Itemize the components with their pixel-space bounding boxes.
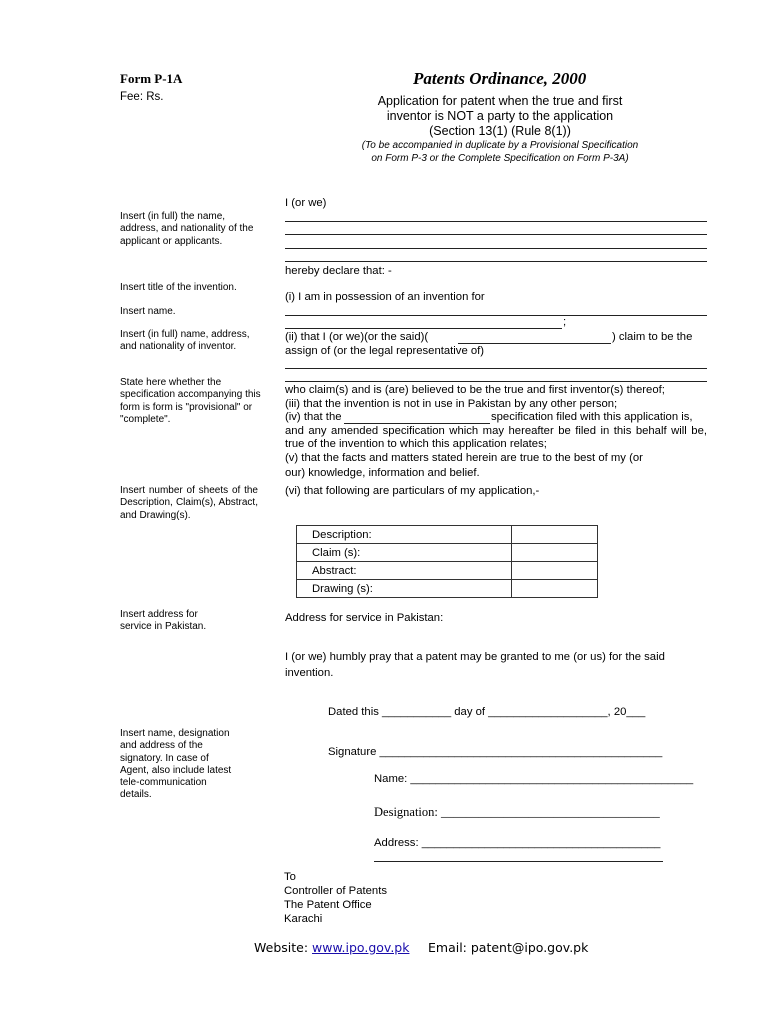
recipient-block — [284, 870, 387, 926]
i-or-we-label: I (or we) — [285, 197, 327, 209]
item-i-text: (i) I am in possession of an invention for — [285, 291, 485, 303]
fee-label: Fee: Rs. — [120, 91, 164, 103]
declare-text: hereby declare that: - — [285, 265, 392, 277]
note-spec-line: "complete". — [120, 413, 171, 425]
particulars-label: Claim (s): — [297, 544, 512, 562]
drawings-sheets-cell[interactable] — [512, 580, 598, 598]
item-ii-text: (ii) that I (or we)(or the said)( — [285, 331, 429, 343]
specification-type-line[interactable] — [344, 423, 490, 424]
email-info: Email: patent@ipo.gov.pk — [428, 940, 589, 955]
recipient-line: To — [284, 871, 296, 883]
inventor-line-2[interactable] — [285, 381, 707, 382]
item-vi-text: (vi) that following are particulars of my application,- — [285, 485, 540, 497]
recipient-line: The Patent Office — [284, 899, 372, 911]
applicant-line-4[interactable] — [285, 261, 707, 262]
particulars-label: Abstract: — [297, 562, 512, 580]
applicant-line-1[interactable] — [285, 221, 707, 222]
subtitle-line: inventor is NOT a party to the application — [386, 109, 614, 123]
item-ii-claim-text: ) claim to be the — [612, 331, 693, 343]
particulars-table — [296, 525, 598, 598]
pray-text-invention: invention. — [285, 667, 334, 679]
note-applicant: Insert (in full) the name, address, and nationality of the applicant or applicants. — [120, 211, 254, 247]
website-label: Website: — [254, 940, 313, 955]
note-sheets: Insert number of sheets of the Description, Claim(s), Abstract, and Drawing(s). — [120, 485, 258, 521]
item-v-text: (v) that the facts and matters stated herein are true to the best of my (or — [285, 452, 643, 464]
particulars-label: Drawing (s): — [297, 580, 512, 598]
address-field[interactable]: Address: ______________________________________ — [374, 837, 661, 849]
dated-field[interactable]: Dated this ___________ day of ___________________, 20___ — [328, 706, 646, 718]
item-ii-assign-text: assign of (or the legal representative of) — [285, 345, 485, 357]
table-row — [297, 526, 598, 544]
inventor-line-1[interactable] — [285, 368, 707, 369]
note-inventor: Insert (in full) name, address, and nationality of inventor. — [120, 329, 250, 353]
note-address: Insert address for service in Pakistan. — [120, 609, 207, 633]
note-specification — [120, 377, 280, 426]
address-service-label: Address for service in Pakistan: — [285, 612, 444, 624]
description-sheets-cell[interactable] — [512, 526, 598, 544]
name-field[interactable]: Name: _____________________________________________ — [374, 773, 694, 785]
subtitle — [330, 94, 670, 139]
particulars-label: Description: — [297, 526, 512, 544]
page-title: Patents Ordinance, 2000 — [413, 69, 587, 88]
subtitle-line: Application for patent when the true and first — [377, 94, 623, 108]
accompany-note — [320, 139, 680, 165]
signature-field[interactable]: Signature _____________________________________________ — [328, 746, 663, 758]
address-line-2[interactable] — [374, 861, 663, 862]
item-iv-true-text: true of the invention to which this application relates; — [285, 438, 547, 450]
invention-title-line-1[interactable] — [285, 315, 707, 316]
who-claims-text: who claim(s) and is (are) believed to be the true and first inventor(s) thereof; — [285, 384, 665, 396]
item-iii-text: (iii) that the invention is not in use in Pakistan by any other person; — [285, 398, 618, 410]
form-label: Form P-1A — [120, 71, 183, 86]
item-iv-amended-text: and any amended specification which may hereafter be filed in this behalf will be, — [285, 425, 707, 437]
claims-sheets-cell[interactable] — [512, 544, 598, 562]
claimant-name-line[interactable] — [458, 343, 611, 344]
note-name: Insert name. — [120, 306, 176, 317]
accompany-line: (To be accompanied in duplicate by a Provisional Specification — [361, 140, 639, 151]
item-iv-text: (iv) that the — [285, 411, 342, 423]
abstract-sheets-cell[interactable] — [512, 562, 598, 580]
website-info — [254, 940, 409, 955]
designation-field[interactable]: Designation: ___________________________________ — [374, 805, 660, 819]
accompany-line: on Form P-3 or the Complete Specification on Form P-3A) — [371, 153, 629, 164]
note-spec-line: form is form is "provisional" or — [120, 401, 253, 413]
note-spec-line: specification accompanying this — [120, 389, 261, 401]
website-link[interactable]: www.ipo.gov.pk — [312, 940, 410, 955]
table-row — [297, 562, 598, 580]
item-iv-spec-text: specification filed with this application is, — [491, 411, 693, 423]
recipient-line: Controller of Patents — [284, 885, 387, 897]
applicant-line-3[interactable] — [285, 248, 707, 249]
note-signatory: Insert name, designation and address of the signatory. In case of Agent, also include latest tele-communication details. — [120, 728, 232, 801]
recipient-line: Karachi — [284, 913, 323, 925]
applicant-line-2[interactable] — [285, 234, 707, 235]
table-row — [297, 544, 598, 562]
subtitle-line: (Section 13(1) (Rule 8(1)) — [429, 124, 571, 138]
table-row — [297, 580, 598, 598]
pray-text: I (or we) humbly pray that a patent may be granted to me (or us) for the said — [285, 651, 665, 663]
invention-title-line-2[interactable] — [285, 328, 562, 329]
semicolon: ; — [563, 316, 567, 328]
note-spec-line: State here whether the — [120, 377, 222, 388]
note-title: Insert title of the invention. — [120, 282, 237, 293]
item-v-belief-text: our) knowledge, information and belief. — [285, 467, 480, 479]
